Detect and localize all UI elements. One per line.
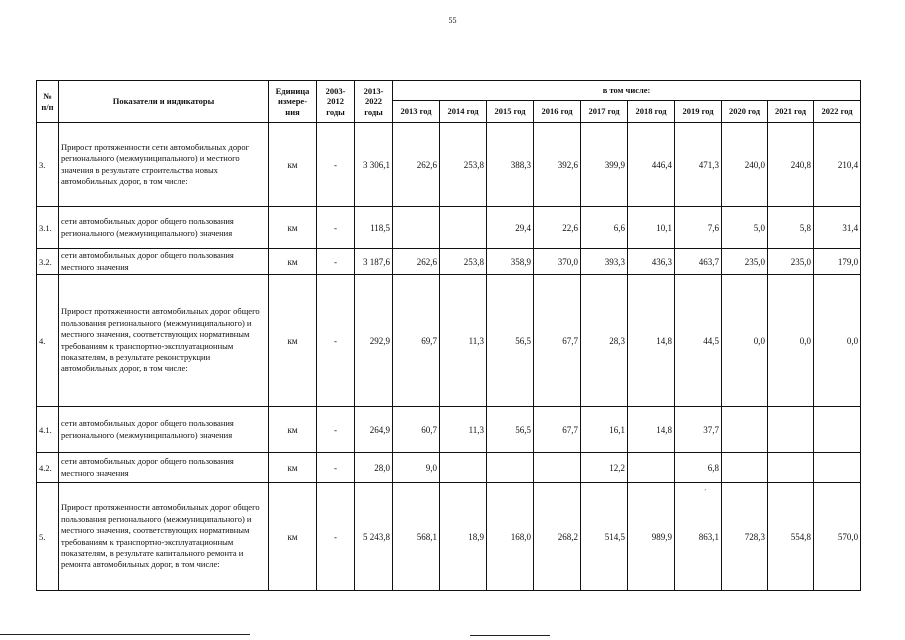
header-year: 2014 год (440, 101, 487, 123)
row-year-value: 5,0 (722, 207, 768, 249)
page-number: 55 (448, 16, 457, 25)
row-year-value (440, 207, 487, 249)
row-period-2013-2022: 264,9 (355, 407, 393, 453)
row-year-value: 268,2 (534, 483, 581, 591)
row-year-value: 235,0 (722, 249, 768, 275)
table-row (37, 123, 861, 207)
header-year: 2019 год (675, 101, 722, 123)
row-number: 5. (37, 483, 59, 591)
row-year-value: 44,5 (675, 275, 722, 407)
row-number: 3. (37, 123, 59, 207)
row-year-value (814, 407, 861, 453)
row-year-value (393, 207, 440, 249)
row-unit: км (269, 483, 317, 591)
row-number: 3.2. (37, 249, 59, 275)
row-year-value: 240,0 (722, 123, 768, 207)
row-year-value: 31,4 (814, 207, 861, 249)
row-year-value: 6,8 (675, 453, 722, 483)
header-year: 2017 год (581, 101, 628, 123)
row-period-2003-2012: - (317, 483, 355, 591)
table-row (37, 483, 861, 591)
row-year-value: 554,8 (768, 483, 814, 591)
row-number: 4.1. (37, 407, 59, 453)
row-year-value: 370,0 (534, 249, 581, 275)
row-year-value: 56,5 (487, 275, 534, 407)
table-row (37, 249, 861, 275)
row-indicator: сети автомобильных дорог общего пользования регионального (межмуниципального) значения (59, 407, 269, 453)
row-unit: км (269, 207, 317, 249)
row-year-value: 570,0 (814, 483, 861, 591)
header-group-label: в том числе: (393, 81, 861, 101)
row-year-value: 262,6 (393, 123, 440, 207)
row-period-2013-2022: 118,5 (355, 207, 393, 249)
row-indicator: сети автомобильных дорог общего пользования местного значения (59, 453, 269, 483)
header-period-2003-2012: 2003-2012 годы (317, 81, 355, 123)
indicators-table (36, 80, 861, 591)
row-year-value: 388,3 (487, 123, 534, 207)
row-period-2003-2012: - (317, 207, 355, 249)
header-year: 2015 год (487, 101, 534, 123)
table-row (37, 275, 861, 407)
row-year-value: 446,4 (628, 123, 675, 207)
header-unit: Единица измере-ния (269, 81, 317, 123)
row-year-value: 37,7 (675, 407, 722, 453)
row-year-value: 0,0 (814, 275, 861, 407)
row-year-value: 989,9 (628, 483, 675, 591)
header-year: 2016 год (534, 101, 581, 123)
row-year-value: 67,7 (534, 407, 581, 453)
row-year-value: 253,8 (440, 123, 487, 207)
row-indicator: сети автомобильных дорог общего пользования регионального (межмуниципального) значения (59, 207, 269, 249)
header-indicator: Показатели и индикаторы (59, 81, 269, 123)
row-period-2013-2022: 292,9 (355, 275, 393, 407)
row-year-value (440, 453, 487, 483)
row-year-value: 863,1 (675, 483, 722, 591)
row-year-value (768, 453, 814, 483)
row-year-value: 235,0 (768, 249, 814, 275)
row-year-value: 463,7 (675, 249, 722, 275)
header-year: 2018 год (628, 101, 675, 123)
row-year-value: 56,5 (487, 407, 534, 453)
row-year-value: 358,9 (487, 249, 534, 275)
row-year-value: 18,9 (440, 483, 487, 591)
scan-speck: ´ (704, 488, 707, 497)
row-year-value (814, 453, 861, 483)
row-year-value: 514,5 (581, 483, 628, 591)
row-year-value: 0,0 (768, 275, 814, 407)
row-year-value: 22,6 (534, 207, 581, 249)
table-row (37, 407, 861, 453)
row-year-value: 9,0 (393, 453, 440, 483)
row-year-value: 399,9 (581, 123, 628, 207)
row-unit: км (269, 275, 317, 407)
row-number: 4. (37, 275, 59, 407)
row-year-value: 11,3 (440, 407, 487, 453)
row-year-value: 29,4 (487, 207, 534, 249)
row-year-value: 253,8 (440, 249, 487, 275)
row-period-2003-2012: - (317, 453, 355, 483)
row-period-2003-2012: - (317, 249, 355, 275)
row-year-value: 568,1 (393, 483, 440, 591)
row-year-value: 14,8 (628, 407, 675, 453)
row-year-value: 210,4 (814, 123, 861, 207)
row-unit: км (269, 407, 317, 453)
header-year: 2013 год (393, 101, 440, 123)
row-number: 3.1. (37, 207, 59, 249)
row-year-value: 262,6 (393, 249, 440, 275)
row-year-value: 7,6 (675, 207, 722, 249)
header-year: 2021 год (768, 101, 814, 123)
row-period-2013-2022: 3 306,1 (355, 123, 393, 207)
row-indicator: Прирост протяженности сети автомобильных дорог регионального (межмуниципального) и местного значения в результате строительства новых автомобильных дорог, в том числе: (59, 123, 269, 207)
row-year-value (487, 453, 534, 483)
row-year-value: 28,3 (581, 275, 628, 407)
row-indicator: Прирост протяженности автомобильных дорог общего пользования регионального (межмуниципального) и местного значения, соответствующих нормативным требованиям к транспортно-эксплуатационным показателям, в результате капитального ремонта и ремонта автомобильных дорог, в том числе: (59, 483, 269, 591)
scan-edge-line (470, 635, 550, 636)
row-year-value: 392,6 (534, 123, 581, 207)
row-year-value: 436,3 (628, 249, 675, 275)
header-year: 2022 год (814, 101, 861, 123)
row-year-value: 12,2 (581, 453, 628, 483)
row-unit: км (269, 249, 317, 275)
header-row-main (37, 81, 861, 101)
row-year-value (534, 453, 581, 483)
row-year-value: 67,7 (534, 275, 581, 407)
row-period-2003-2012: - (317, 407, 355, 453)
row-indicator: сети автомобильных дорог общего пользования местного значения (59, 249, 269, 275)
row-year-value: 6,6 (581, 207, 628, 249)
row-period-2003-2012: - (317, 123, 355, 207)
row-year-value (628, 453, 675, 483)
row-period-2003-2012: - (317, 275, 355, 407)
row-year-value: 69,7 (393, 275, 440, 407)
row-period-2013-2022: 3 187,6 (355, 249, 393, 275)
row-year-value: 14,8 (628, 275, 675, 407)
header-num: № п/п (37, 81, 59, 123)
row-number: 4.2. (37, 453, 59, 483)
scan-edge-line (0, 634, 250, 635)
row-unit: км (269, 453, 317, 483)
header-period-2013-2022: 2013-2022 годы (355, 81, 393, 123)
row-year-value: 0,0 (722, 275, 768, 407)
row-year-value (768, 407, 814, 453)
row-indicator: Прирост протяженности автомобильных дорог общего пользования регионального (межмуниципального) и местного значения, соответствующих нормативным требованиям к транспортно-эксплуатационным показателям, в результате реконструкции автомобильных дорог, в том числе: (59, 275, 269, 407)
row-year-value: 728,3 (722, 483, 768, 591)
row-year-value: 168,0 (487, 483, 534, 591)
row-year-value: 10,1 (628, 207, 675, 249)
table-row (37, 207, 861, 249)
row-year-value: 16,1 (581, 407, 628, 453)
row-year-value: 5,8 (768, 207, 814, 249)
row-period-2013-2022: 5 243,8 (355, 483, 393, 591)
row-year-value: 179,0 (814, 249, 861, 275)
row-year-value: 393,3 (581, 249, 628, 275)
row-year-value: 60,7 (393, 407, 440, 453)
row-year-value (722, 453, 768, 483)
row-year-value: 471,3 (675, 123, 722, 207)
row-year-value: 11,3 (440, 275, 487, 407)
row-period-2013-2022: 28,0 (355, 453, 393, 483)
header-year: 2020 год (722, 101, 768, 123)
row-year-value: 240,8 (768, 123, 814, 207)
row-year-value (722, 407, 768, 453)
row-unit: км (269, 123, 317, 207)
table-row (37, 453, 861, 483)
